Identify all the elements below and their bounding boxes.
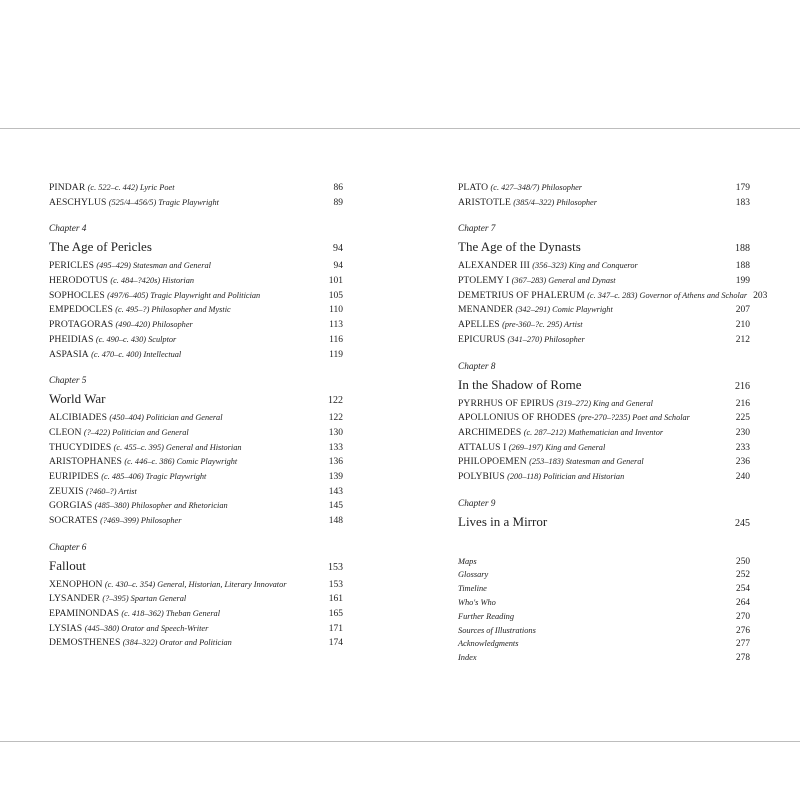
- chapter-page-number: 216: [735, 380, 750, 392]
- entry-dates-role: (c. 347–c. 283) Governor of Athens and Scholar: [587, 290, 748, 300]
- entry-page-number: 212: [735, 334, 750, 345]
- entry-text: [49, 181, 175, 196]
- toc-entry[interactable]: [49, 333, 343, 348]
- entry-page-number: 174: [328, 638, 343, 649]
- chapter-title: The Age of the Dynasts: [458, 239, 581, 255]
- entry-page-number: 116: [329, 334, 343, 345]
- entry-dates-role: (c. 522–c. 442) Lyric Poet: [87, 183, 175, 192]
- chapter-title: Fallout: [49, 557, 86, 573]
- entry-page-number: 171: [328, 623, 343, 634]
- entry-dates-role: (485–380) Philosopher and Rhetorician: [94, 501, 228, 511]
- toc-entry[interactable]: [458, 318, 750, 333]
- toc-entry[interactable]: [49, 181, 343, 196]
- entry-page-number: 233: [735, 442, 750, 453]
- entry-page-number: 105: [328, 290, 343, 301]
- toc-entry[interactable]: [49, 274, 343, 289]
- toc-entry[interactable]: [49, 514, 343, 529]
- entry-page-number: 165: [328, 609, 343, 620]
- toc-entry[interactable]: [49, 441, 343, 456]
- entry-dates-role: (c. 418–362) Theban General: [121, 609, 220, 619]
- back-matter-label: Maps: [458, 556, 477, 566]
- toc-entry[interactable]: [458, 426, 750, 441]
- entry-page-number: 94: [333, 261, 343, 272]
- entry-text: [49, 636, 232, 651]
- entry-name: CLEON: [49, 426, 82, 438]
- chapter-number: Chapter 7: [458, 224, 496, 235]
- entry-page-number: 110: [329, 305, 343, 316]
- toc-entry[interactable]: [49, 607, 343, 622]
- entry-dates-role: (385/4–322) Philosopher: [513, 197, 597, 207]
- entry-dates-role: (c. 427–348/7) Philosopher: [490, 183, 583, 192]
- back-matter-label: Who's Who: [458, 598, 496, 608]
- toc-entry[interactable]: [458, 196, 750, 211]
- back-matter-item[interactable]: [458, 610, 750, 624]
- entry-name: AESCHYLUS: [49, 196, 107, 208]
- entry-name: GORGIAS: [49, 500, 93, 512]
- entry-name: ARCHIMEDES: [458, 426, 522, 438]
- entry-text: [49, 607, 220, 622]
- left-page-column: [49, 181, 343, 651]
- chapter-page-number: 122: [328, 395, 343, 407]
- entry-text: [49, 411, 223, 426]
- entry-name: ASPASIA: [49, 348, 89, 360]
- entry-dates-role: (342–291) Comic Playwright: [515, 305, 613, 315]
- entry-text: [458, 333, 585, 348]
- entry-text: [49, 426, 189, 441]
- back-matter-item[interactable]: [458, 624, 750, 638]
- entry-page-number: 225: [735, 413, 750, 424]
- entry-page-number: 145: [328, 501, 343, 512]
- entry-text: [49, 499, 228, 514]
- toc-entry[interactable]: [458, 411, 750, 426]
- entry-page-number: 136: [328, 457, 343, 468]
- entry-text: [458, 470, 624, 485]
- entry-dates-role: (c. 484–?420s) Historian: [110, 276, 194, 286]
- back-matter-label: Glossary: [458, 570, 489, 580]
- back-matter-label: Timeline: [458, 584, 487, 594]
- chapter-number: Chapter 6: [49, 542, 87, 553]
- entry-dates-role: (c. 470–c. 400) Intellectual: [91, 349, 182, 359]
- entry-text: [49, 622, 208, 637]
- entry-dates-role: (445–380) Orator and Speech-Writer: [84, 623, 209, 633]
- entry-page-number: 216: [735, 398, 750, 409]
- entry-text: [49, 441, 242, 456]
- entry-name: APOLLONIUS OF RHODES: [458, 412, 576, 424]
- entry-dates-role: (c. 455–c. 395) General and Historian: [113, 442, 242, 452]
- entry-page-number: 86: [333, 183, 343, 193]
- entry-page-number: 236: [735, 457, 750, 468]
- entry-page-number: 133: [328, 442, 343, 453]
- chapter-heading[interactable]: [49, 236, 343, 258]
- entry-name: PERICLES: [49, 260, 95, 272]
- entry-dates-role: (269–197) King and General: [508, 442, 606, 452]
- toc-entry[interactable]: [458, 303, 750, 318]
- entry-dates-role: (356–323) King and Conqueror: [532, 261, 638, 271]
- back-matter-label: Sources of Illustrations: [458, 625, 536, 635]
- entry-text: [49, 514, 181, 529]
- toc-entry[interactable]: [49, 303, 343, 318]
- entry-dates-role: (319–272) King and General: [556, 398, 653, 408]
- entry-text: [49, 578, 287, 593]
- back-matter-item[interactable]: [458, 596, 750, 610]
- toc-entry[interactable]: [49, 259, 343, 274]
- toc-entry[interactable]: [49, 289, 343, 304]
- entry-page-number: 179: [735, 183, 750, 193]
- chapter-title: World War: [49, 391, 106, 407]
- entry-text: [49, 485, 137, 500]
- entry-text: [49, 333, 176, 348]
- entry-text: [458, 289, 747, 304]
- entry-name: EURIPIDES: [49, 470, 99, 482]
- entry-dates-role: (200–118) Politician and Historian: [507, 471, 625, 481]
- entry-dates-role: (?–422) Politician and General: [83, 427, 189, 437]
- entry-dates-role: (384–322) Orator and Politician: [122, 638, 232, 648]
- entry-page-number: 148: [328, 516, 343, 526]
- chapter-section: [49, 542, 343, 651]
- toc-entry[interactable]: [458, 181, 750, 196]
- chapter-section: [49, 375, 343, 529]
- chapter-number: Chapter 9: [458, 498, 496, 509]
- entry-name: XENOPHON: [49, 578, 103, 590]
- chapter-number: Chapter 4: [49, 224, 87, 235]
- entry-text: [49, 289, 260, 304]
- entry-name: PINDAR: [49, 182, 86, 193]
- toc-entry[interactable]: [49, 499, 343, 514]
- entry-dates-role: (367–283) General and Dynast: [511, 276, 616, 286]
- entry-name: PHILOPOEMEN: [458, 456, 527, 468]
- entry-name: ALCIBIADES: [49, 412, 108, 424]
- chapter-section: [458, 361, 750, 485]
- back-matter-page-number: 254: [736, 584, 750, 595]
- back-matter-label: Further Reading: [458, 611, 515, 621]
- toc-entry[interactable]: [458, 333, 750, 348]
- entry-text: [49, 592, 186, 607]
- entry-page-number: 207: [735, 305, 750, 316]
- entry-dates-role: (525/4–456/5) Tragic Playwright: [108, 197, 219, 207]
- entry-name: APELLES: [458, 319, 500, 331]
- entry-dates-role: (c. 490–c. 430) Sculptor: [95, 334, 177, 344]
- back-matter-item[interactable]: [458, 651, 750, 665]
- chapter-section: [458, 223, 768, 347]
- back-matter-page-number: 270: [736, 611, 750, 622]
- entry-page-number: 122: [328, 413, 343, 424]
- back-matter-page-number: 276: [736, 625, 750, 636]
- chapter-page-number: 94: [333, 243, 343, 255]
- entry-dates-role: (253–183) Statesman and General: [529, 457, 644, 467]
- entry-name: PLATO: [458, 182, 489, 193]
- entry-name: LYSANDER: [49, 593, 101, 605]
- chapter-heading[interactable]: [458, 374, 750, 396]
- entry-page-number: 153: [328, 579, 343, 590]
- chapter-heading[interactable]: [458, 236, 750, 258]
- back-matter-list: [458, 555, 750, 665]
- back-matter-label: Index: [458, 653, 477, 663]
- chapter-heading[interactable]: [49, 555, 343, 577]
- chapter-section: [458, 498, 750, 533]
- toc-entry[interactable]: [49, 348, 343, 363]
- entry-dates-role: (c. 446–c. 386) Comic Playwright: [124, 457, 238, 467]
- toc-entry[interactable]: [49, 196, 343, 211]
- entry-text: [458, 411, 690, 426]
- chapter-title: Lives in a Mirror: [458, 513, 548, 529]
- toc-entry[interactable]: [49, 592, 343, 607]
- entry-page-number: 183: [735, 197, 750, 208]
- toc-entry[interactable]: [49, 636, 343, 651]
- toc-entry[interactable]: [458, 397, 750, 412]
- chapter-page-number: 245: [735, 517, 750, 529]
- entry-page-number: 203: [753, 290, 768, 301]
- entry-page-number: 101: [328, 276, 343, 287]
- entry-dates-role: (495–429) Statesman and General: [96, 261, 211, 271]
- back-matter-page-number: 250: [736, 556, 750, 567]
- back-matter-item[interactable]: [458, 637, 750, 651]
- entry-text: [49, 455, 237, 470]
- entry-name: EPICURUS: [458, 333, 506, 345]
- entry-page-number: 161: [328, 594, 343, 605]
- toc-entry[interactable]: [49, 411, 343, 426]
- entry-text: [458, 397, 653, 412]
- entry-name: ALEXANDER III: [458, 260, 530, 272]
- entry-dates-role: (c. 430–c. 354) General, Historian, Literary Innovator: [104, 579, 287, 589]
- chapter-page-number: 153: [328, 561, 343, 573]
- back-matter-item[interactable]: [458, 555, 750, 569]
- entry-dates-role: (c. 287–212) Mathematician and Inventor: [523, 427, 664, 437]
- entry-name: POLYBIUS: [458, 470, 505, 482]
- entry-page-number: 119: [329, 349, 343, 360]
- entry-dates-role: (?469–399) Philosopher: [100, 516, 182, 525]
- entry-name: PTOLEMY I: [458, 275, 510, 287]
- entry-dates-role: (?460–?) Artist: [86, 486, 137, 496]
- entry-page-number: 113: [329, 320, 343, 331]
- entry-dates-role: (c. 485–406) Tragic Playwright: [101, 471, 207, 481]
- entry-page-number: 210: [735, 320, 750, 331]
- toc-entry[interactable]: [458, 470, 750, 485]
- chapter-page-number: 188: [735, 243, 750, 255]
- entry-dates-role: (341–270) Philosopher: [507, 334, 585, 344]
- toc-entry[interactable]: [49, 470, 343, 485]
- entry-name: EMPEDOCLES: [49, 304, 113, 316]
- right-page-column: [458, 181, 768, 665]
- entry-dates-role: (c. 495–?) Philosopher and Mystic: [115, 305, 231, 315]
- entry-name: DEMETRIUS OF PHALERUM: [458, 289, 585, 301]
- toc-entry[interactable]: [49, 622, 343, 637]
- entry-text: [49, 274, 194, 289]
- toc-entry[interactable]: [458, 441, 750, 456]
- entry-page-number: 230: [735, 427, 750, 438]
- toc-entry[interactable]: [49, 318, 343, 333]
- entry-name: SOCRATES: [49, 515, 98, 526]
- entry-name: PYRRHUS OF EPIRUS: [458, 397, 555, 409]
- chapter-heading[interactable]: [458, 511, 750, 533]
- toc-entry[interactable]: [49, 485, 343, 500]
- entry-page-number: 139: [328, 471, 343, 482]
- back-matter-page-number: 264: [736, 598, 750, 609]
- entry-text: [458, 259, 638, 274]
- entry-name: DEMOSTHENES: [49, 637, 121, 649]
- back-matter-item[interactable]: [458, 582, 750, 596]
- entry-text: [458, 441, 605, 456]
- entry-dates-role: (pre-360–?c. 295) Artist: [502, 320, 583, 330]
- entry-page-number: 143: [328, 486, 343, 497]
- entry-page-number: 188: [735, 261, 750, 272]
- entry-name: SOPHOCLES: [49, 289, 105, 301]
- toc-entry[interactable]: [458, 455, 750, 470]
- back-matter-label: Acknowledgments: [458, 639, 519, 649]
- toc-entry[interactable]: [49, 426, 343, 441]
- entry-text: [458, 426, 663, 441]
- entry-dates-role: (450–404) Politician and General: [109, 413, 223, 423]
- entry-text: [458, 274, 616, 289]
- entry-page-number: 199: [735, 276, 750, 287]
- chapter-title: The Age of Pericles: [49, 239, 152, 255]
- entry-page-number: 240: [735, 471, 750, 482]
- toc-entry[interactable]: [49, 455, 343, 470]
- entry-name: EPAMINONDAS: [49, 608, 120, 620]
- entry-text: [49, 318, 193, 333]
- chapter-section: [49, 223, 343, 362]
- entry-name: ARISTOTLE: [458, 196, 511, 208]
- entry-text: [49, 470, 206, 485]
- entry-text: [458, 303, 613, 318]
- entry-text: [458, 455, 644, 470]
- entry-page-number: 89: [333, 197, 343, 208]
- chapter-number: Chapter 5: [49, 376, 87, 387]
- entry-name: HERODOTUS: [49, 275, 108, 287]
- back-matter-page-number: 277: [736, 639, 750, 650]
- back-matter-page-number: 252: [736, 570, 750, 581]
- entry-page-number: 130: [328, 427, 343, 438]
- entry-text: [458, 318, 583, 333]
- entry-text: [49, 259, 211, 274]
- entry-name: MENANDER: [458, 304, 514, 316]
- entry-name: PHEIDIAS: [49, 333, 94, 345]
- entry-name: ZEUXIS: [49, 485, 84, 497]
- toc-entry[interactable]: [458, 259, 750, 274]
- chapter-title: In the Shadow of Rome: [458, 376, 582, 392]
- entry-dates-role: (pre-270–?235) Poet and Scholar: [578, 413, 690, 423]
- toc-entry[interactable]: [458, 289, 768, 304]
- entry-text: [458, 181, 582, 196]
- entry-text: [49, 348, 181, 363]
- entry-name: ATTALUS I: [458, 441, 507, 453]
- entry-dates-role: (?–395) Spartan General: [102, 594, 187, 604]
- toc-entry[interactable]: [458, 274, 750, 289]
- back-matter-item[interactable]: [458, 568, 750, 582]
- entry-text: [49, 303, 231, 318]
- entry-name: LYSIAS: [49, 622, 83, 634]
- entry-name: PROTAGORAS: [49, 319, 114, 331]
- entry-dates-role: (497/6–405) Tragic Playwright and Politician: [107, 290, 261, 300]
- back-matter-page-number: 278: [736, 653, 750, 664]
- entry-name: THUCYDIDES: [49, 441, 112, 453]
- chapter-number: Chapter 8: [458, 361, 496, 372]
- entry-text: [49, 196, 219, 211]
- chapter-heading[interactable]: [49, 388, 343, 410]
- entry-name: ARISTOPHANES: [49, 456, 122, 468]
- entry-text: [458, 196, 597, 211]
- toc-entry[interactable]: [49, 578, 343, 593]
- entry-dates-role: (490–420) Philosopher: [115, 320, 193, 330]
